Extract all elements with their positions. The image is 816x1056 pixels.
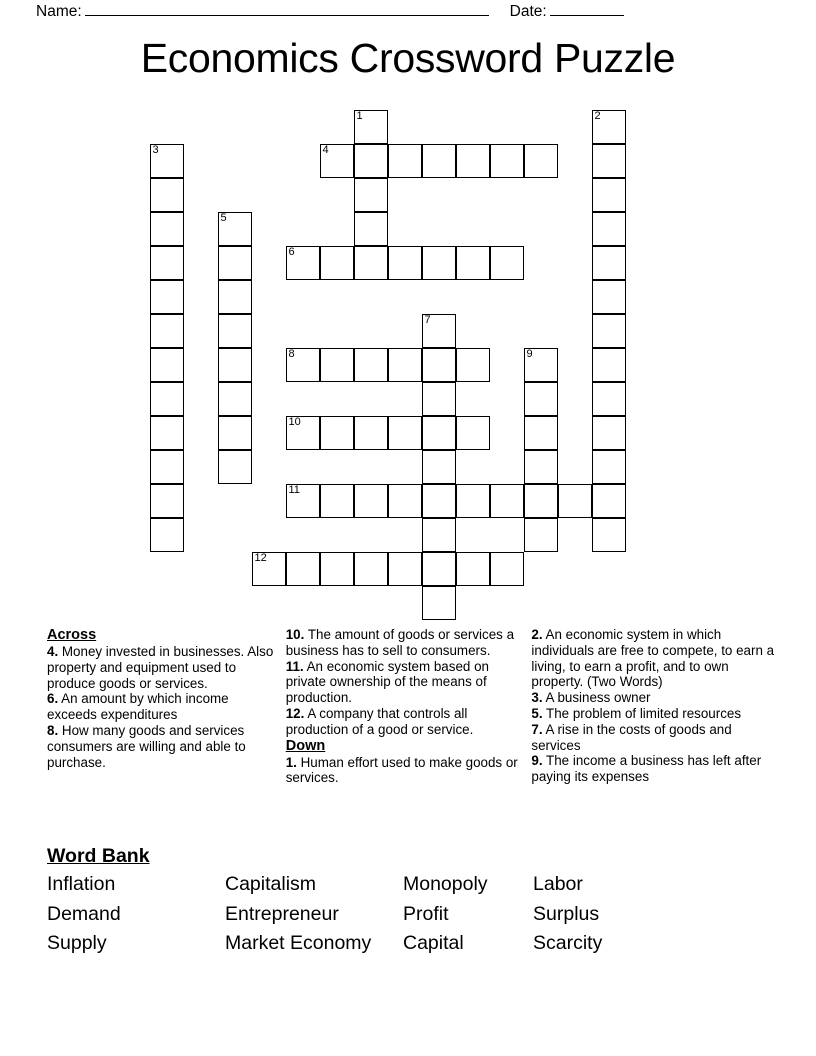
clue-number: 5. [531,705,543,721]
name-label: Name: [36,3,82,20]
cell-number: 11 [288,484,300,496]
crossword-cell[interactable] [286,416,320,450]
clue-text: An economic system in which individuals are free to compete, to earn a living, to earn a profit, and to own property. (Two Words) [531,627,775,690]
crossword-cell[interactable] [592,314,626,348]
crossword-cell[interactable] [286,484,320,518]
crossword-cell[interactable] [218,314,252,348]
crossword-cell[interactable] [422,416,456,450]
clue-down-7 [531,722,777,754]
crossword-cell[interactable] [150,246,184,280]
crossword-cell[interactable] [422,552,456,586]
crossword-cell[interactable] [422,246,456,280]
crossword-cell[interactable] [150,416,184,450]
word-bank-word: Capitalism [225,873,317,895]
clues-section [47,627,777,786]
word-bank-word: Supply [47,932,107,954]
crossword-cell[interactable] [150,518,184,552]
crossword-cell[interactable] [388,246,422,280]
word-bank-word: Labor [533,873,583,895]
crossword-cell[interactable] [354,484,388,518]
clue-text: The amount of goods or services a business has to sell to consumers. [285,627,515,658]
cell-number: 5 [220,212,227,224]
clue-text: Money invested in businesses. Also property and equipment used to produce goods or services. [47,644,274,691]
crossword-cell[interactable] [388,552,422,586]
crossword-cell[interactable] [490,246,524,280]
crossword-cell[interactable] [354,552,388,586]
crossword-cell[interactable] [592,484,626,518]
crossword-cell[interactable] [490,552,524,586]
clue-text: A company that controls all production of a good or service. [285,705,474,737]
crossword-cell[interactable] [354,416,388,450]
cell-number: 8 [288,348,295,360]
crossword-cell[interactable] [252,552,286,586]
crossword-cell[interactable] [524,348,558,382]
word-bank-word: Market Economy [225,932,372,954]
clues-column-1 [47,627,286,786]
word-bank-word: Profit [403,902,449,925]
cell-number: 6 [288,246,295,258]
crossword-cell[interactable] [592,178,626,212]
clue-number: 6. [47,691,59,707]
crossword-cell[interactable] [218,348,252,382]
clue-text: Human effort used to make goods or services. [285,754,518,786]
crossword-cell[interactable] [150,382,184,416]
date-label: Date: [509,3,547,20]
crossword-cell[interactable] [558,484,592,518]
word-bank-word: Inflation [47,873,116,895]
clue-number: 9. [531,753,543,769]
clue-number: 8. [47,722,59,738]
clue-down-5 [531,706,777,722]
crossword-cell[interactable] [354,144,388,178]
crossword-cell[interactable] [524,484,558,518]
clue-text: A business owner [542,690,651,706]
crossword-cell[interactable] [150,178,184,212]
crossword-cell[interactable] [422,348,456,382]
word-bank-word: Demand [47,902,121,925]
crossword-cell[interactable] [320,246,354,280]
crossword-cell[interactable] [320,484,354,518]
clue-number: 12. [285,705,305,721]
crossword-cell[interactable] [286,552,320,586]
word-bank-word: Capital [403,932,464,954]
crossword-cell[interactable] [388,144,422,178]
crossword-cell[interactable] [354,110,388,144]
crossword-cell[interactable] [422,484,456,518]
clue-across-11 [286,659,524,706]
clue-number: 4. [47,644,59,659]
crossword-cell[interactable] [422,382,456,416]
clue-number: 7. [531,721,543,737]
crossword-cell[interactable] [422,450,456,484]
word-bank-word: Monopoly [403,873,488,895]
word-bank-grid [47,872,777,956]
clue-text: The problem of limited resources [542,705,742,721]
crossword-cell[interactable] [592,246,626,280]
crossword-cell[interactable] [592,212,626,246]
crossword-cell[interactable] [218,246,252,280]
word-bank-word: Entrepreneur [225,902,339,925]
crossword-cell[interactable] [388,484,422,518]
crossword-cell[interactable] [592,416,626,450]
crossword-cell[interactable] [320,552,354,586]
crossword-cell[interactable] [592,348,626,382]
cell-number: 4 [322,144,329,156]
clues-column-3 [531,627,777,786]
crossword-cell[interactable] [218,450,252,484]
clue-text: How many goods and services consumers are willing and able to purchase. [47,722,246,770]
crossword-cell[interactable] [592,110,626,144]
crossword-cell[interactable] [456,348,490,382]
crossword-cell[interactable] [150,484,184,518]
cell-number: 12 [254,552,267,564]
crossword-cell[interactable] [320,416,354,450]
crossword-cell[interactable] [388,416,422,450]
clue-number: 10. [285,627,305,642]
clue-number: 3. [531,690,543,706]
crossword-cell[interactable] [592,280,626,314]
down-heading: Down [285,737,326,754]
crossword-cell[interactable] [388,348,422,382]
crossword-cell[interactable] [422,314,456,348]
crossword-cell[interactable] [592,144,626,178]
crossword-cell[interactable] [524,450,558,484]
clue-text: An amount by which income exceeds expenditures [47,691,229,723]
crossword-cell[interactable] [150,348,184,382]
crossword-cell[interactable] [592,382,626,416]
crossword-cell[interactable] [456,552,490,586]
crossword-cell[interactable] [524,144,558,178]
clue-across-12 [286,706,524,738]
clue-across-10 [286,627,524,659]
crossword-cell[interactable] [150,144,184,178]
cell-number: 7 [424,314,431,326]
clue-text: A rise in the costs of goods and services [531,721,732,753]
clues-column-2 [286,627,532,786]
crossword-cell[interactable] [150,450,184,484]
cell-number: 2 [594,110,601,122]
clue-across-8 [47,723,278,770]
cell-number: 10 [288,416,301,428]
clue-number: 1. [285,754,297,770]
crossword-cell[interactable] [354,178,388,212]
clue-text: An economic system based on private ownership of the means of production. [285,658,489,706]
crossword-cell[interactable] [592,450,626,484]
crossword-cell[interactable] [524,416,558,450]
clue-down-2 [531,627,777,690]
crossword-cell[interactable] [456,484,490,518]
cell-number: 9 [526,348,533,360]
crossword-cell[interactable] [456,144,490,178]
crossword-cell[interactable] [524,382,558,416]
crossword-cell[interactable] [286,246,320,280]
clue-number: 2. [531,627,543,642]
crossword-cell[interactable] [150,314,184,348]
crossword-cell[interactable] [218,280,252,314]
word-bank-section [47,845,777,956]
across-heading: Across [47,627,97,643]
clue-number: 11. [285,658,304,674]
crossword-cell[interactable] [354,246,388,280]
clue-across-4 [47,644,278,691]
crossword-cell[interactable] [218,382,252,416]
crossword-cell[interactable] [320,144,354,178]
crossword-cell[interactable] [354,212,388,246]
crossword-cell[interactable] [286,348,320,382]
clue-across-6 [47,691,278,723]
clue-down-1 [286,755,524,787]
crossword-cell[interactable] [490,144,524,178]
clue-text: The income a business has left after paying its expenses [531,753,762,785]
crossword-cell[interactable] [422,144,456,178]
crossword-cell[interactable] [354,348,388,382]
clue-down-3 [531,690,777,706]
crossword-cell[interactable] [456,416,490,450]
word-bank-word: Scarcity [533,932,603,954]
crossword-cell[interactable] [592,518,626,552]
crossword-cell[interactable] [456,246,490,280]
crossword-cell[interactable] [218,416,252,450]
word-bank-heading: Word Bank [47,845,150,867]
crossword-cell[interactable] [218,212,252,246]
page-title: Economics Crossword Puzzle [140,35,676,81]
cell-number: 3 [152,144,159,156]
clue-down-9 [531,753,777,785]
crossword-cell[interactable] [320,348,354,382]
crossword-cell[interactable] [422,586,456,620]
crossword-cell[interactable] [150,212,184,246]
crossword-cell[interactable] [150,280,184,314]
word-bank-word: Surplus [533,902,600,925]
crossword-cell[interactable] [490,484,524,518]
crossword-cell[interactable] [422,518,456,552]
crossword-cell[interactable] [524,518,558,552]
cell-number: 1 [356,110,363,122]
